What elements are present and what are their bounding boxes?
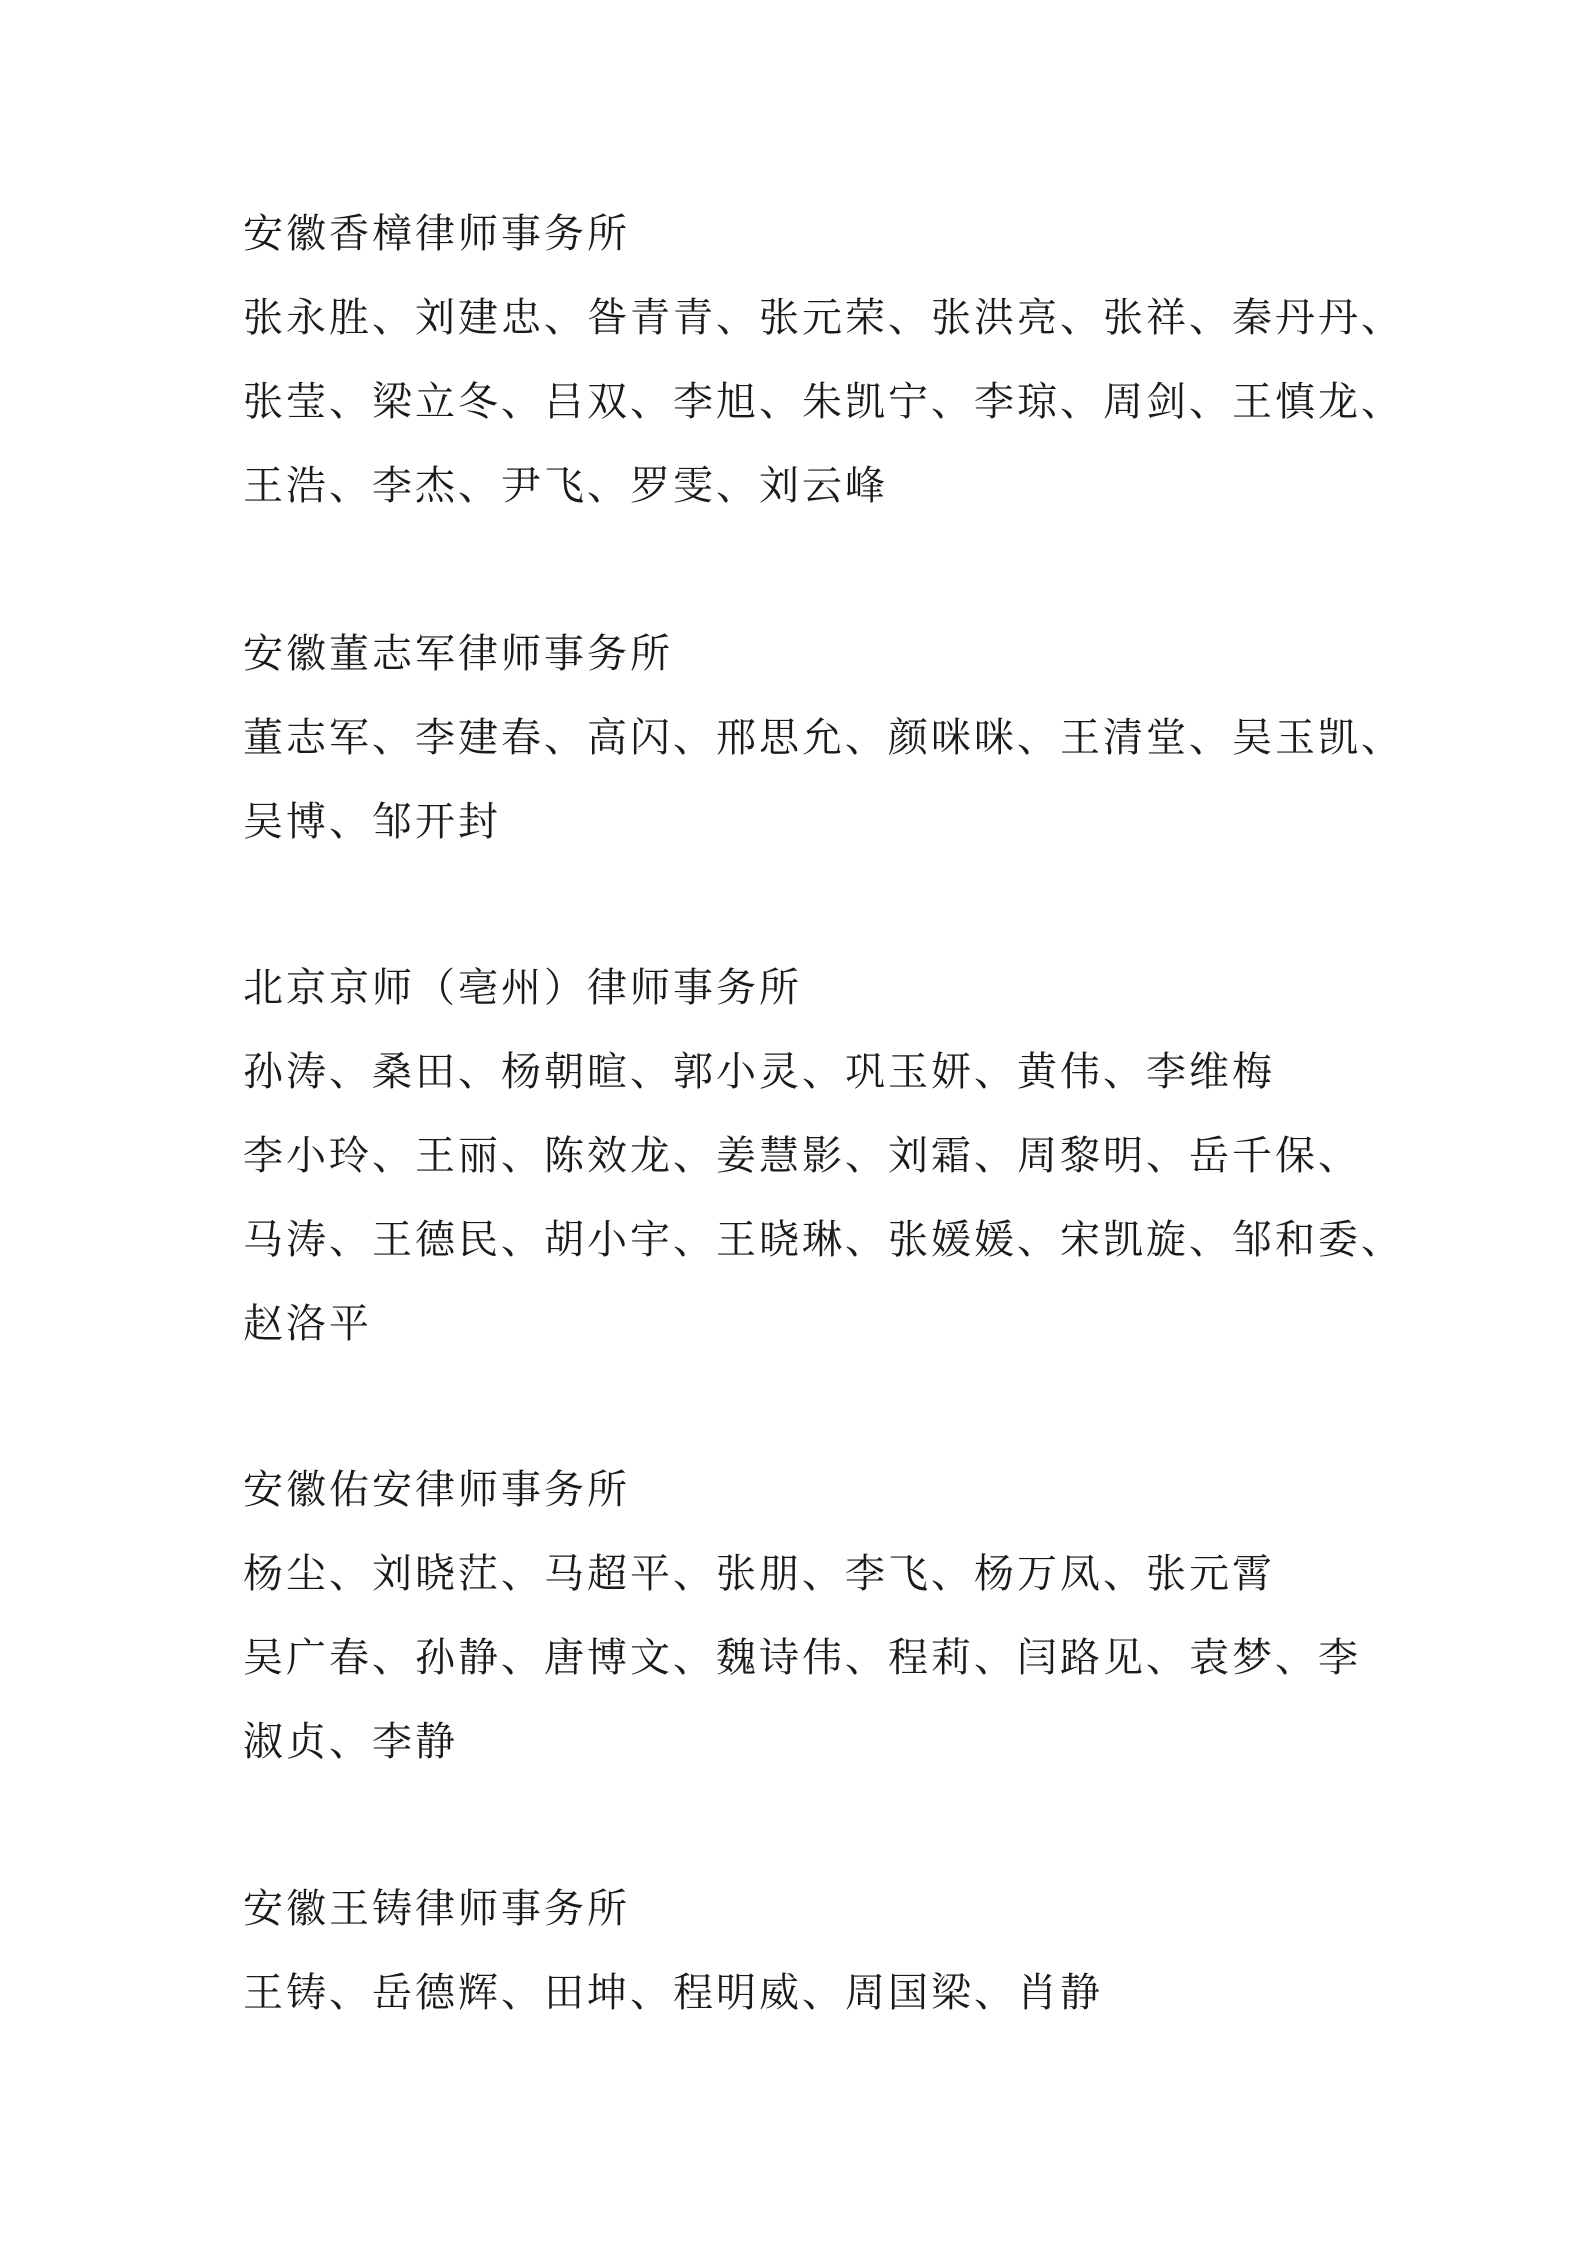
member-list-line: 董志军、李建春、高闪、邢思允、颜咪咪、王清堂、吴玉凯、 bbox=[243, 715, 1404, 761]
member-list-line: 张莹、梁立冬、吕双、李旭、朱凯宁、李琼、周剑、王慎龙、 bbox=[243, 379, 1404, 425]
member-list-line: 吴博、邹开封 bbox=[243, 799, 501, 845]
member-list-line: 马涛、王德民、胡小宇、王晓琳、张媛媛、宋凯旋、邹和委、 bbox=[243, 1217, 1404, 1263]
member-list-line: 吴广春、孙静、唐博文、魏诗伟、程莉、闫路见、袁梦、李 bbox=[243, 1635, 1361, 1681]
member-list-line: 孙涛、桑田、杨朝暄、郭小灵、巩玉妍、黄伟、李维梅 bbox=[243, 1049, 1275, 1095]
member-list-line: 王浩、李杰、尹飞、罗雯、刘云峰 bbox=[243, 463, 888, 509]
member-list-line: 李小玲、王丽、陈效龙、姜慧影、刘霜、周黎明、岳千保、 bbox=[243, 1133, 1361, 1179]
firm-section bbox=[243, 612, 1404, 864]
firm-name: 安徽香樟律师事务所 bbox=[243, 211, 630, 257]
firm-name: 安徽董志军律师事务所 bbox=[243, 631, 673, 677]
firm-section bbox=[243, 192, 1404, 528]
member-list-line: 王铸、岳德辉、田坤、程明威、周国梁、肖静 bbox=[243, 1970, 1103, 2016]
member-list-line: 淑贞、李静 bbox=[243, 1719, 458, 1765]
firm-section bbox=[243, 946, 1404, 1366]
firm-name: 安徽王铸律师事务所 bbox=[243, 1886, 630, 1932]
firm-section bbox=[243, 1448, 1361, 1784]
firm-name: 北京京师（亳州）律师事务所 bbox=[243, 965, 802, 1011]
firm-section bbox=[243, 1867, 1103, 2035]
member-list-line: 赵洛平 bbox=[243, 1301, 372, 1347]
firm-name: 安徽佑安律师事务所 bbox=[243, 1467, 630, 1513]
member-list-line: 张永胜、刘建忠、昝青青、张元荣、张洪亮、张祥、秦丹丹、 bbox=[243, 295, 1404, 341]
member-list-line: 杨尘、刘晓茳、马超平、张朋、李飞、杨万凤、张元霄 bbox=[243, 1551, 1275, 1597]
